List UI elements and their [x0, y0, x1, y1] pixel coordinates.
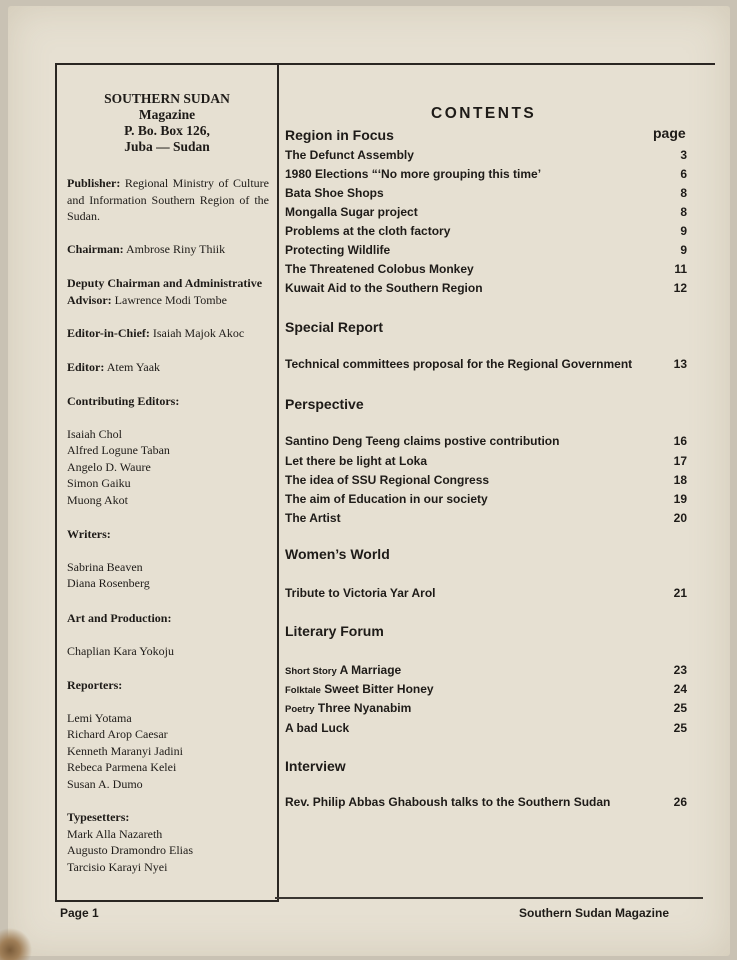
- toc-entry[interactable]: [285, 700, 687, 716]
- editor-in-chief-name: Isaiah Majok Akoc: [152, 326, 245, 340]
- art-name: Chaplian Kara Yokoju: [67, 643, 174, 658]
- chairman-credit: [67, 241, 269, 258]
- art-label: Art and Production:: [67, 611, 172, 625]
- toc-entry-page: 9: [680, 224, 687, 238]
- section-heading: Region in Focus: [285, 127, 394, 143]
- toc-entry-page: 24: [673, 682, 687, 696]
- toc-entry[interactable]: [285, 356, 687, 372]
- toc-entry-title: A Marriage: [339, 663, 402, 677]
- toc-entry-page: 8: [680, 205, 687, 219]
- section-heading: Special Report: [285, 319, 384, 335]
- toc-entry-title: Problems at the cloth factory: [285, 224, 451, 238]
- contributor-name: Muong Akot: [67, 492, 129, 507]
- toc-entry[interactable]: [285, 433, 687, 449]
- masthead: [57, 91, 277, 155]
- toc-entry-page: 3: [680, 148, 687, 162]
- section-heading: Interview: [285, 758, 346, 774]
- editor-label: Editor:: [67, 360, 105, 374]
- page-column-header: page: [653, 125, 686, 141]
- toc-entry[interactable]: [285, 510, 687, 526]
- section-heading: Women’s World: [285, 546, 390, 562]
- toc-entry[interactable]: [285, 185, 687, 201]
- masthead-line: Magazine: [138, 107, 196, 122]
- toc-entry-title: Three Nyanabim: [317, 701, 412, 715]
- toc-entry-page: 26: [673, 795, 687, 809]
- torn-corner: [0, 900, 40, 960]
- toc-entry-title: Sweet Bitter Honey: [324, 682, 434, 696]
- toc-entry[interactable]: [285, 720, 687, 736]
- reporters: [67, 677, 269, 792]
- contributor-name: Isaiah Chol: [67, 426, 122, 441]
- toc-entry-page: 25: [673, 701, 687, 715]
- toc-entry-title: Protecting Wildlife: [285, 243, 391, 257]
- typesetter-name: Tarcisio Karayi Nyei: [67, 859, 168, 874]
- toc-entry-page: 6: [680, 167, 687, 181]
- toc-entry-title: The idea of SSU Regional Congress: [285, 473, 490, 487]
- editor-in-chief-label: Editor-in-Chief:: [67, 326, 150, 340]
- toc-entry-page: 12: [673, 281, 687, 295]
- toc-entry-page: 17: [673, 454, 687, 468]
- toc-entry-title: Bata Shoe Shops: [285, 186, 384, 200]
- toc-entry-genre: Short Story: [285, 666, 337, 677]
- reporter-name: Lemi Yotama: [67, 710, 132, 725]
- deputy-credit: [67, 275, 269, 308]
- toc-entry-page: 16: [673, 434, 687, 448]
- toc-entry-page: 21: [673, 586, 687, 600]
- toc-entry-genre: Poetry: [285, 704, 315, 715]
- toc-entry-title: The Defunct Assembly: [285, 148, 414, 162]
- typesetters: [67, 809, 269, 875]
- toc-entry[interactable]: [285, 585, 687, 601]
- toc-entry[interactable]: [285, 491, 687, 507]
- contributor-name: Simon Gaiku: [67, 476, 131, 490]
- reporter-name: Susan A. Dumo: [67, 776, 143, 791]
- toc-entry[interactable]: [285, 166, 687, 182]
- chairman-name: Ambrose Riny Thiik: [126, 242, 226, 256]
- toc-entry-title: Tribute to Victoria Yar Arol: [285, 586, 436, 600]
- masthead-line: Juba — Sudan: [124, 139, 210, 154]
- page-number: Page 1: [60, 906, 99, 920]
- toc-entry[interactable]: [285, 280, 687, 296]
- publisher-text: Regional Ministry of Culture and Information Southern Region of the Sudan.: [67, 176, 269, 223]
- toc-entry-page: 18: [673, 473, 687, 487]
- toc-entry[interactable]: [285, 147, 687, 163]
- toc-entry-title: Kuwait Aid to the Southern Region: [285, 281, 483, 295]
- writers: [67, 526, 269, 592]
- masthead-line: SOUTHERN SUDAN: [104, 91, 230, 106]
- toc-entry-page: 25: [673, 721, 687, 735]
- toc-entry-genre: Folktale: [285, 685, 321, 696]
- reporter-name: Rebeca Parmena Kelei: [67, 760, 177, 774]
- section-heading: Perspective: [285, 396, 364, 412]
- toc-entry-title: Mongalla Sugar project: [285, 205, 418, 219]
- reporter-name: Richard Arop Caesar: [67, 727, 168, 741]
- toc-entry-title: 1980 Elections “‘No more grouping this time’: [285, 167, 542, 181]
- contributor-name: Angelo D. Waure: [67, 459, 151, 474]
- art-production: [67, 610, 269, 659]
- toc-entry-page: 9: [680, 243, 687, 257]
- contributing-editors: [67, 393, 269, 508]
- toc-entry-title: The Threatened Colobus Monkey: [285, 262, 474, 276]
- contributing-label: Contributing Editors:: [67, 394, 180, 408]
- toc-entry-page: 11: [674, 262, 687, 276]
- toc-entry-page: 23: [673, 663, 687, 677]
- toc-entry-page: 20: [673, 511, 687, 525]
- masthead-box: [55, 63, 279, 902]
- toc-entry[interactable]: [285, 204, 687, 220]
- toc-entry-page: 8: [680, 186, 687, 200]
- typesetter-name: Mark Alla Nazareth: [67, 826, 163, 841]
- deputy-label: Deputy Chairman and Administrative Advisor:: [67, 276, 263, 307]
- contents-title: CONTENTS: [431, 105, 537, 122]
- editor-name: Atem Yaak: [106, 360, 161, 374]
- toc-entry[interactable]: [285, 662, 687, 678]
- toc-entry[interactable]: [285, 261, 687, 277]
- toc-entry-title: A bad Luck: [285, 721, 350, 735]
- publisher-label: Publisher:: [67, 176, 121, 190]
- bottom-rule: [275, 897, 703, 899]
- toc-entry[interactable]: [285, 794, 687, 810]
- toc-entry-title: Santino Deng Teeng claims postive contribution: [285, 434, 560, 448]
- chairman-label: Chairman:: [67, 242, 124, 256]
- toc-entry-title: Technical committees proposal for the Regional Government: [285, 357, 633, 371]
- top-rule: [275, 63, 715, 65]
- toc-entry[interactable]: [285, 681, 687, 697]
- toc-entry-page: 19: [673, 492, 687, 506]
- toc-entry-title: Rev. Philip Abbas Ghaboush talks to the Southern Sudan: [285, 795, 611, 809]
- masthead-line: P. Bo. Box 126,: [124, 123, 210, 138]
- typesetters-label: Typesetters:: [67, 810, 130, 824]
- deputy-name: Lawrence Modi Tombe: [114, 292, 227, 307]
- editor-credit: [67, 359, 269, 376]
- toc-entry[interactable]: [285, 453, 687, 469]
- toc-entry[interactable]: [285, 223, 687, 239]
- reporter-name: Kenneth Maranyi Jadini: [67, 743, 183, 758]
- toc-entry[interactable]: [285, 242, 687, 258]
- toc-entry-title: The aim of Education in our society: [285, 492, 488, 506]
- publisher-credit: [67, 175, 269, 225]
- section-heading: Literary Forum: [285, 623, 384, 639]
- writers-label: Writers:: [67, 527, 111, 541]
- editor-in-chief-credit: [67, 325, 269, 342]
- toc-entry-title: Let there be light at Loka: [285, 454, 428, 468]
- footer-publication: Southern Sudan Magazine: [519, 906, 670, 920]
- writer-name: Diana Rosenberg: [67, 576, 150, 590]
- writer-name: Sabrina Beaven: [67, 559, 143, 574]
- toc-entry-page: 13: [673, 357, 687, 371]
- toc-entry-title: The Artist: [285, 511, 341, 525]
- toc-entry[interactable]: [285, 472, 687, 488]
- reporters-label: Reporters:: [67, 678, 123, 692]
- contributor-name: Alfred Logune Taban: [67, 443, 170, 457]
- typesetter-name: Augusto Dramondro Elias: [67, 843, 193, 857]
